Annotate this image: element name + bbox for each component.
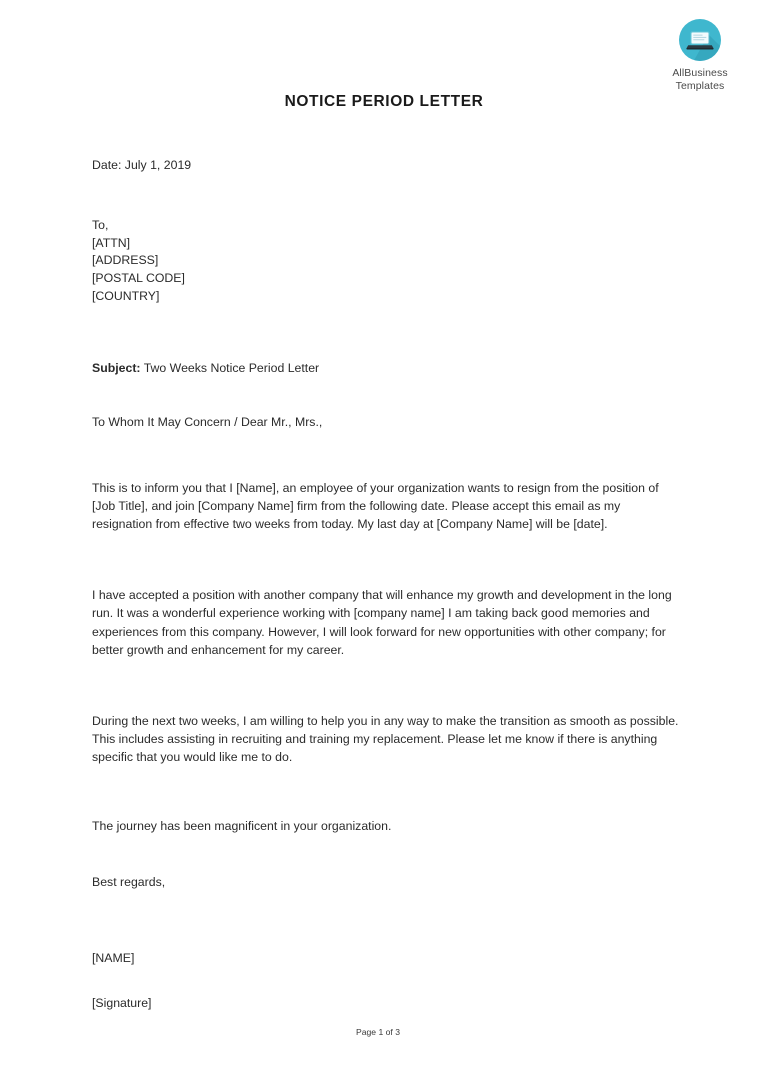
body-paragraph-1: This is to inform you that I [Name], an employee of your organization wants to resign from the position of [Job Title], and join [Company Name] firm from the following date. Please accept this email as my resignation from effective two weeks from today. My last day at [Company Name] will be [date]. xyxy=(92,480,659,531)
brand-name xyxy=(654,67,746,92)
subject-line xyxy=(92,359,680,377)
page-footer: Page 1 of 3 xyxy=(356,1027,400,1037)
address-line: [ATTN] xyxy=(92,235,131,250)
brand-name-line2: Templates xyxy=(675,79,725,92)
subject-value: Two Weeks Notice Period Letter xyxy=(143,361,320,376)
address-line: [POSTAL CODE] xyxy=(92,270,185,285)
brand-name-line1: AllBusiness xyxy=(672,67,728,79)
page-title: NOTICE PERIOD LETTER xyxy=(284,93,484,110)
address-line: To, xyxy=(92,218,109,233)
recipient-address-block xyxy=(92,217,680,305)
brand-logo xyxy=(654,18,746,92)
address-line: [ADDRESS] xyxy=(92,253,159,268)
signature-placeholder: [Signature] xyxy=(92,996,152,1011)
signature-name: [NAME] xyxy=(92,951,135,966)
body-paragraph-2: I have accepted a position with another company that will enhance my growth and development in the long run. It was a wonderful experience working with [company name] I am taking back good memories and experiences from this company. However, I will look forward for new opportunities with other company; for better growth and enhancement for my career. xyxy=(92,588,672,657)
sign-off: Best regards, xyxy=(92,874,166,889)
letter-body xyxy=(92,156,680,1012)
salutation: To Whom It May Concern / Dear Mr., Mrs., xyxy=(92,415,323,430)
address-line: [COUNTRY] xyxy=(92,288,160,303)
closing-statement: The journey has been magnificent in your organization. xyxy=(92,818,392,833)
subject-label: Subject: xyxy=(92,361,141,376)
laptop-in-circle-icon xyxy=(678,18,722,62)
date-line: Date: July 1, 2019 xyxy=(92,158,192,172)
body-paragraph-3: During the next two weeks, I am willing to help you in any way to make the transition as smooth as possible. This includes assisting in recruiting and training my replacement. Please let me know if there is anything specific that you would like me to do. xyxy=(92,714,679,765)
